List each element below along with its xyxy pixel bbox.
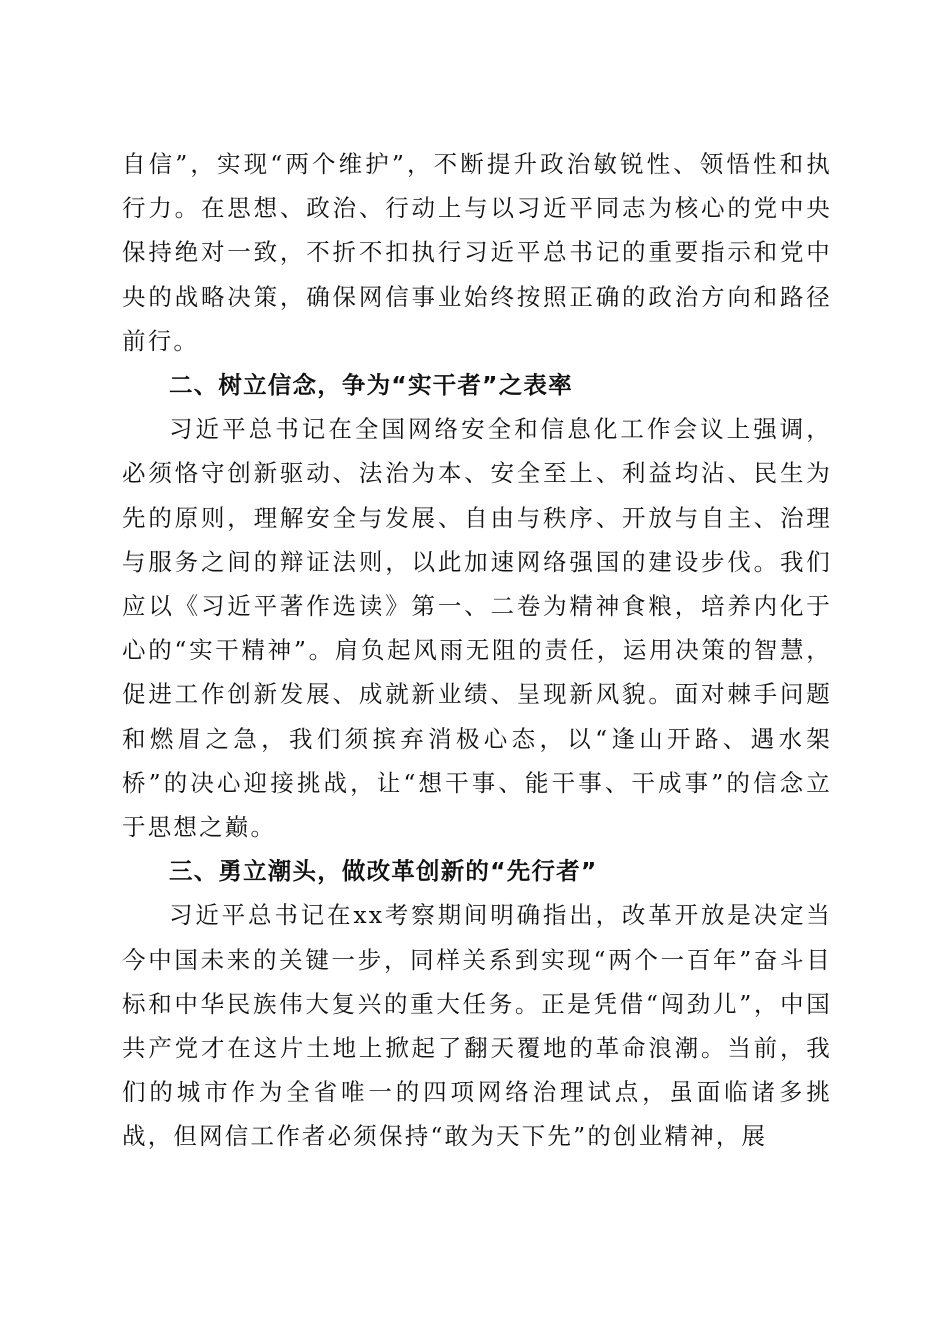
section-heading-2: 二、树立信念，争为“实干者”之表率 (169, 371, 573, 400)
paragraph-continued: 自信”，实现“两个维护”，不断提升政治敏锐性、领悟性和执行力。在思想、政治、行动上与以习近平同志为核心的党中央保持绝对一致，不折不扣执行习近平总书记的重要指示和党中央的战略决策，确保网信事业始终按照正确的政治方向和路径前行。 (122, 150, 832, 355)
document-body (122, 142, 832, 1159)
paragraph-section-2: 习近平总书记在全国网络安全和信息化工作会议上强调，必须恪守创新驱动、法治为本、安全至上、利益均沾、民生为先的原则，理解安全与发展、自由与秩序、开放与自主、治理与服务之间的辩证法则，以此加速网络强国的建设步伐。我们应以《习近平著作选读》第一、二卷为精神食粮，培养内化于心的“实干精神”。肩负起风雨无阻的责任，运用决策的智慧，促进工作创新发展、成就新业绩、呈现新风貌。面对棘手问题和燃眉之急，我们须摈弃消极心态，以“逢山开路、遇水架桥”的决心迎接挑战，让“想干事、能干事、干成事”的信念立于思想之巅。 (122, 415, 832, 842)
paragraph-section-3: 习近平总书记在xx考察期间明确指出，改革开放是决定当今中国未来的关键一步，同样关系到实现“两个一百年”奋斗目标和中华民族伟大复兴的重大任务。正是凭借“闯劲儿”，中国共产党才在这片土地上掀起了翻天覆地的革命浪潮。当前，我们的城市作为全省唯一的四项网络治理试点，虽面临诸多挑战，但网信工作者必须保持“敢为天下先”的创业精神，展 (122, 901, 832, 1151)
section-heading-3: 三、勇立潮头，做改革创新的“先行者” (169, 857, 598, 886)
